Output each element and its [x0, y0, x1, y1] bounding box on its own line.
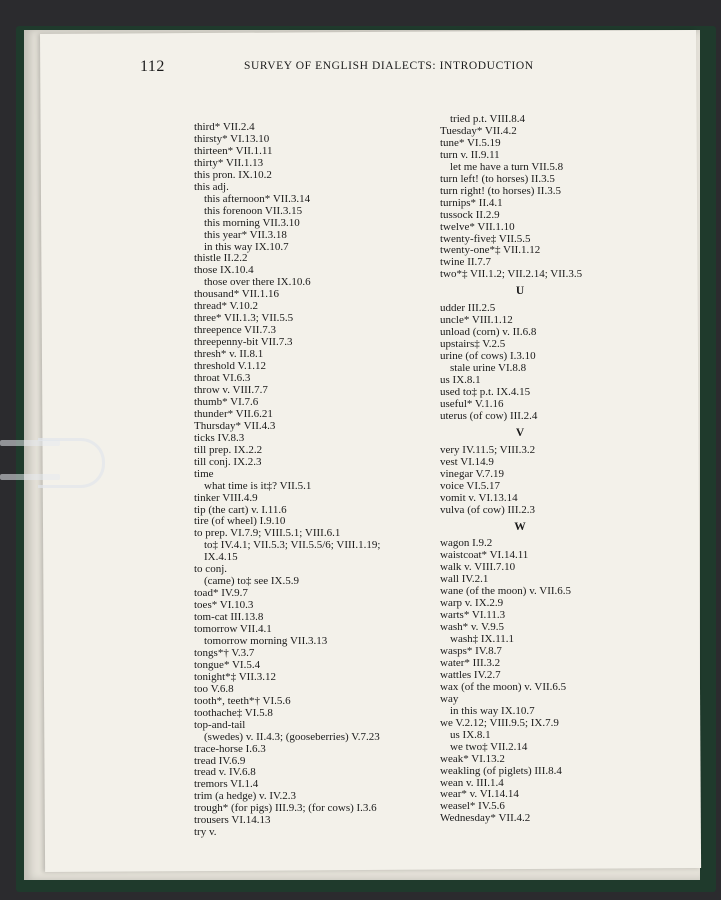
index-entry: thousand* VII.1.16	[194, 288, 280, 301]
index-entry: tongue* VI.5.4	[194, 658, 261, 671]
index-entry: useful* V.1.16	[440, 397, 504, 410]
index-entry: throat VI.6.3	[194, 372, 251, 385]
index-entry: this afternoon* VII.3.14	[204, 192, 311, 205]
index-entry: twelve* VII.1.10	[440, 220, 515, 233]
index-entry: turn right! (to horses) II.3.5	[440, 184, 561, 197]
index-entry: weak* VI.13.2	[440, 752, 505, 765]
index-entry: this morning VII.3.10	[204, 216, 300, 229]
index-entry: udder III.2.5	[440, 302, 496, 315]
index-entry: threshold V.1.12	[194, 360, 267, 373]
index-entry: to conj.	[194, 563, 227, 576]
index-entry: this forenoon VII.3.15	[204, 204, 303, 217]
index-entry: waistcoat* VI.14.11	[440, 549, 529, 562]
index-entry: twenty-five‡ VII.5.5	[440, 232, 531, 245]
index-entry: wattles IV.2.7	[440, 668, 501, 681]
index-entry: in this way IX.10.7	[204, 240, 289, 253]
index-entry: ticks IV.8.3	[194, 431, 245, 444]
index-entry: thistle II.2.2	[194, 252, 248, 265]
index-entry: urine (of cows) I.3.10	[440, 350, 536, 363]
index-entry: till prep. IX.2.2	[194, 443, 263, 456]
index-entry: very IV.11.5; VIII.3.2	[440, 443, 536, 456]
index-entry: tried p.t. VIII.8.4	[450, 113, 525, 125]
index-entry: to‡ IV.4.1; VII.5.3; VII.5.5/6; VIII.1.19;	[204, 539, 381, 552]
index-entry: toad* IV.9.7	[194, 587, 248, 600]
index-entry: used to‡ p.t. IX.4.15	[440, 385, 531, 398]
index-entry: Thursday* VII.4.3	[194, 419, 276, 432]
index-entry: turn left! (to horses) II.3.5	[440, 172, 555, 185]
index-entry: tongs*† V.3.7	[194, 646, 255, 659]
index-entry: tune* VI.5.19	[440, 136, 501, 149]
index-entry: two*‡ VII.1.2; VII.2.14; VII.3.5	[440, 268, 583, 281]
index-entry: (came) to‡ see IX.5.9	[204, 575, 299, 588]
index-entry: threepence VII.7.3	[194, 324, 276, 337]
index-entry: Wednesday* VII.4.2	[440, 812, 531, 825]
index-entry: thumb* VI.7.6	[194, 395, 259, 408]
index-entry: vomit v. VI.13.14	[440, 491, 518, 504]
index-entry: thread* V.10.2	[194, 300, 259, 313]
index-entry: wash‡ IX.11.1	[450, 633, 515, 646]
index-entry: wasps* IV.8.7	[440, 645, 502, 658]
index-entry: tread v. IV.6.8	[194, 766, 256, 779]
index-entry: tread IV.6.9	[194, 754, 246, 767]
index-entry: us IX.8.1	[450, 728, 491, 741]
index-column-left	[194, 122, 414, 839]
index-entry: unload (corn) v. II.6.8	[440, 326, 537, 339]
index-entry: turn v. II.9.11	[440, 148, 500, 161]
section-letter: U	[515, 285, 525, 298]
index-entry: voice VI.5.17	[440, 479, 500, 492]
index-entry: trough* (for pigs) III.9.3; (for cows) I.3.6	[194, 802, 377, 815]
running-title: SURVEY OF ENGLISH DIALECTS: INTRODUCTION	[244, 60, 534, 72]
index-entry: tom-cat III.13.8	[194, 611, 264, 624]
index-entry: tomorrow VII.4.1	[194, 623, 272, 636]
index-entry: wash* v. V.9.5	[440, 621, 504, 634]
index-entry: weakling (of piglets) III.8.4	[440, 764, 562, 777]
page-header	[140, 58, 560, 78]
index-entry: this pron. IX.10.2	[194, 168, 272, 181]
index-entry: thirteen* VII.1.11	[194, 144, 273, 157]
index-entry: toothache‡ VI.5.8	[194, 706, 273, 719]
index-entry: tinker VIII.4.9	[194, 491, 258, 504]
index-entry: try v.	[194, 826, 217, 839]
index-entry: those IX.10.4	[194, 264, 254, 277]
index-entry: thirsty* VI.13.10	[194, 132, 270, 145]
index-entry: tonight*‡ VII.3.12	[194, 670, 276, 683]
index-entry: this adj.	[194, 180, 229, 193]
section-letter: W	[514, 520, 526, 533]
index-entry: thresh* v. II.8.1	[194, 348, 264, 361]
index-entry: thunder* VII.6.21	[194, 407, 273, 420]
index-entry: wall IV.2.1	[440, 573, 489, 586]
section-letter: V	[515, 426, 525, 439]
index-entry: to prep. VI.7.9; VIII.5.1; VIII.6.1	[194, 527, 341, 540]
index-entry: vest VI.14.9	[440, 455, 494, 468]
index-entry: uterus (of cow) III.2.4	[440, 409, 538, 422]
index-entry: threepenny-bit VII.7.3	[194, 336, 293, 349]
index-entry: we V.2.12; VIII.9.5; IX.7.9	[440, 716, 559, 729]
page-clip	[0, 436, 106, 488]
index-entry: tip (the cart) v. I.11.6	[194, 503, 287, 516]
index-entry: trace-horse I.6.3	[194, 742, 266, 755]
page-number: 112	[140, 58, 165, 75]
index-entry: walk v. VIII.7.10	[440, 561, 516, 574]
index-entry: this year* VII.3.18	[204, 228, 287, 241]
index-entry: twine II.7.7	[440, 256, 492, 269]
index-entry: tremors VI.1.4	[194, 778, 259, 791]
index-entry: water* III.3.2	[440, 656, 501, 669]
index-entry: us IX.8.1	[440, 374, 481, 387]
index-column-right	[440, 114, 670, 825]
index-entry: uncle* VIII.1.12	[440, 314, 513, 327]
index-entry: warts* VI.11.3	[440, 609, 506, 622]
index-entry: tooth*, teeth*† VI.5.6	[194, 694, 291, 707]
index-entry: too V.6.8	[194, 682, 234, 695]
index-entry: wagon I.9.2	[440, 537, 493, 550]
index-entry: till conj. IX.2.3	[194, 455, 262, 468]
index-entry: weasel* IV.5.6	[440, 800, 505, 813]
index-entry: trousers VI.14.13	[194, 814, 271, 827]
index-entry: vinegar V.7.19	[440, 467, 505, 480]
index-entry: trim (a hedge) v. IV.2.3	[194, 790, 297, 803]
index-entry: IX.4.15	[204, 551, 238, 564]
index-entry: Tuesday* VII.4.2	[440, 124, 517, 137]
index-entry: upstairs‡ V.2.5	[440, 338, 506, 351]
index-entry: throw v. VIII.7.7	[194, 383, 268, 396]
index-entry: toes* VI.10.3	[194, 599, 254, 612]
index-entry: let me have a turn VII.5.8	[450, 160, 564, 173]
index-entry: three* VII.1.3; VII.5.5	[194, 312, 294, 325]
index-entry: tire (of wheel) I.9.10	[194, 515, 286, 528]
index-entry: wear* v. VI.14.14	[440, 788, 519, 801]
index-entry: top-and-tail	[194, 718, 246, 731]
index-entry: what time is it‡? VII.5.1	[204, 479, 312, 492]
index-entry: those over there IX.10.6	[204, 276, 311, 289]
index-entry: (swedes) v. II.4.3; (gooseberries) V.7.23	[204, 730, 380, 743]
index-entry: tussock II.2.9	[440, 208, 500, 221]
index-entry: tomorrow morning VII.3.13	[204, 634, 328, 647]
index-entry: warp v. IX.2.9	[440, 597, 504, 610]
index-entry: wane (of the moon) v. VII.6.5	[440, 585, 572, 598]
index-entry: third* VII.2.4	[194, 121, 255, 133]
index-entry: wean v. III.1.4	[440, 776, 504, 789]
index-entry: twenty-one*‡ VII.1.12	[440, 244, 541, 257]
index-entry: vulva (of cow) III.2.3	[440, 503, 535, 516]
index-entry: stale urine VI.8.8	[450, 362, 527, 375]
index-entry: wax (of the moon) v. VII.6.5	[440, 680, 567, 693]
index-entry: turnips* II.4.1	[440, 196, 503, 209]
index-entry: thirty* VII.1.13	[194, 156, 264, 169]
index-entry: way	[440, 692, 459, 705]
index-entry: in this way IX.10.7	[450, 704, 535, 717]
index-entry: we two‡ VII.2.14	[450, 740, 528, 753]
index-entry: time	[194, 467, 214, 480]
